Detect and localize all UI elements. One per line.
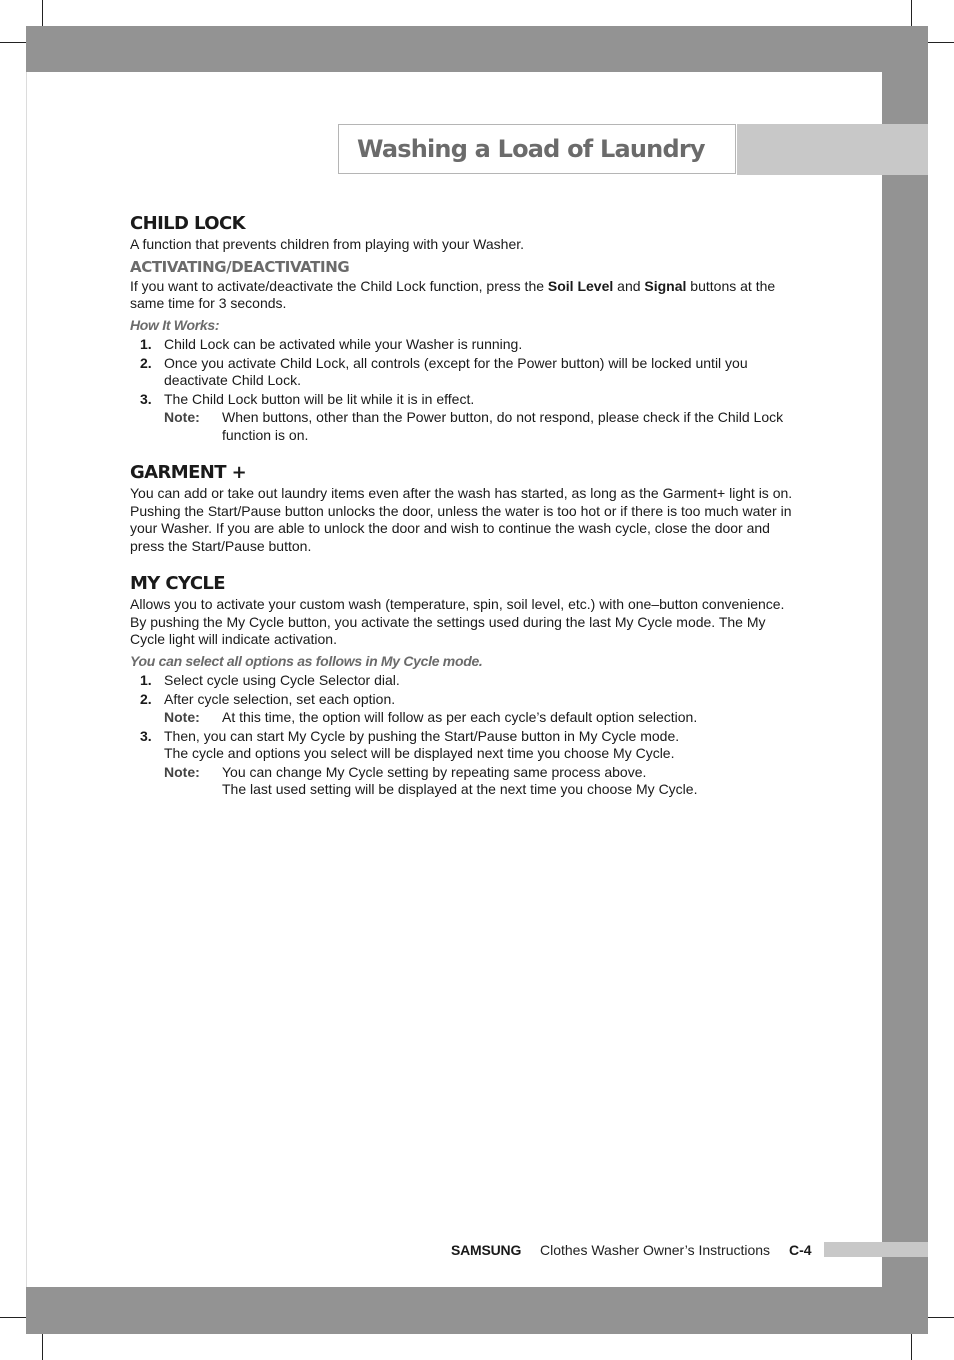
note bbox=[164, 709, 800, 727]
step-text: The Child Lock button will be lit while it is in effect. bbox=[164, 390, 475, 407]
crop-mark bbox=[911, 1334, 912, 1360]
list-item bbox=[130, 355, 800, 390]
activating-subheading: ACTIVATING/DEACTIVATING bbox=[130, 257, 350, 276]
page-title-box bbox=[338, 124, 736, 174]
options-label: You can select all options as follows in My Cycle mode. bbox=[130, 652, 483, 669]
crop-mark bbox=[928, 1317, 954, 1318]
list-item bbox=[130, 391, 800, 445]
top-gray-band bbox=[26, 26, 928, 72]
title-accent-bar bbox=[737, 124, 928, 175]
child-lock-heading: CHILD LOCK bbox=[130, 213, 245, 234]
child-lock-section bbox=[130, 212, 800, 444]
page-number: C-4 bbox=[789, 1242, 812, 1258]
instr-text: buttons at the same time for 3 seconds. bbox=[130, 277, 776, 311]
note-label: Note: bbox=[164, 409, 200, 425]
note-text: The last used setting will be displayed at the next time you choose My Cycle. bbox=[222, 781, 698, 797]
list-item bbox=[130, 672, 800, 690]
note-text: You can change My Cycle setting by repeating same process above. bbox=[222, 763, 647, 780]
garment-heading: GARMENT + bbox=[130, 462, 247, 483]
list-item bbox=[130, 336, 800, 354]
child-lock-intro: A function that prevents children from playing with your Washer. bbox=[130, 236, 525, 252]
list-item bbox=[130, 728, 800, 799]
note-text: When buttons, other than the Power button, do not respond, please check if the Child Lock function is on. bbox=[222, 409, 784, 443]
crop-mark bbox=[911, 0, 912, 26]
note bbox=[164, 764, 800, 799]
step-number: 1. bbox=[140, 336, 152, 352]
note-label: Note: bbox=[164, 709, 200, 725]
step-number: 3. bbox=[140, 727, 152, 744]
crop-mark bbox=[928, 42, 954, 43]
step-text: Once you activate Child Lock, all controls (except for the Power button) will be locked until you deactivate Child Lock. bbox=[164, 354, 748, 388]
how-it-works-label: How It Works: bbox=[130, 316, 220, 333]
step-number: 2. bbox=[140, 354, 152, 371]
my-cycle-p1: Allows you to activate your custom wash (temperature, spin, soil level, etc.) with one–button convenience. bbox=[130, 596, 785, 612]
crop-mark bbox=[0, 1317, 26, 1318]
note-label: Note: bbox=[164, 763, 200, 780]
child-lock-steps bbox=[130, 336, 800, 444]
instr-text: and bbox=[613, 277, 645, 294]
garment-section bbox=[130, 461, 800, 555]
spacer bbox=[130, 555, 800, 572]
crop-mark bbox=[0, 42, 26, 43]
left-margin-line bbox=[26, 72, 27, 1287]
bottom-gray-band bbox=[26, 1287, 928, 1334]
signal-label: Signal bbox=[644, 277, 687, 294]
note-text: At this time, the option will follow as per each cycle’s default option selection. bbox=[222, 709, 698, 725]
step-number: 3. bbox=[140, 390, 152, 407]
my-cycle-section bbox=[130, 572, 800, 799]
instr-text: If you want to activate/deactivate the Child Lock function, press the bbox=[130, 277, 548, 294]
step-text: Then, you can start My Cycle by pushing the Start/Pause button in My Cycle mode. bbox=[164, 727, 680, 744]
footer-accent-bar bbox=[824, 1242, 928, 1257]
my-cycle-p2: By pushing the My Cycle button, you activate the settings used during the last My Cycle mode. The My Cycle light will indicate activation. bbox=[130, 613, 766, 647]
step-text: After cycle selection, set each option. bbox=[164, 690, 396, 707]
step-text: Select cycle using Cycle Selector dial. bbox=[164, 672, 400, 688]
my-cycle-steps bbox=[130, 672, 800, 799]
activating-instructions bbox=[130, 278, 800, 313]
footer-doc-title: Clothes Washer Owner’s Instructions bbox=[540, 1242, 771, 1258]
crop-mark bbox=[42, 0, 43, 26]
main-content bbox=[130, 212, 800, 799]
step-text: The cycle and options you select will be displayed next time you choose My Cycle. bbox=[164, 745, 675, 761]
crop-mark bbox=[42, 1334, 43, 1360]
step-text: Child Lock can be activated while your Washer is running. bbox=[164, 336, 523, 352]
list-item bbox=[130, 691, 800, 727]
right-gray-band bbox=[882, 26, 928, 1334]
my-cycle-heading: MY CYCLE bbox=[130, 573, 225, 594]
footer-brand: SAMSUNG bbox=[451, 1242, 522, 1258]
step-number: 1. bbox=[140, 672, 152, 688]
spacer bbox=[130, 444, 800, 461]
step-number: 2. bbox=[140, 690, 152, 707]
note bbox=[164, 409, 800, 444]
page-title: Washing a Load of Laundry bbox=[357, 135, 705, 163]
garment-body: You can add or take out laundry items even after the wash has started, as long as the Garment+ light is on. Pushing the Start/Pause button unlocks the door, unless the water is too hot or if there is too much water in your Washer. If you are able to unlock the door and wish to continue the wash cycle, close the door and press the Start/Pause button. bbox=[130, 485, 793, 554]
soil-level-label: Soil Level bbox=[547, 277, 614, 294]
